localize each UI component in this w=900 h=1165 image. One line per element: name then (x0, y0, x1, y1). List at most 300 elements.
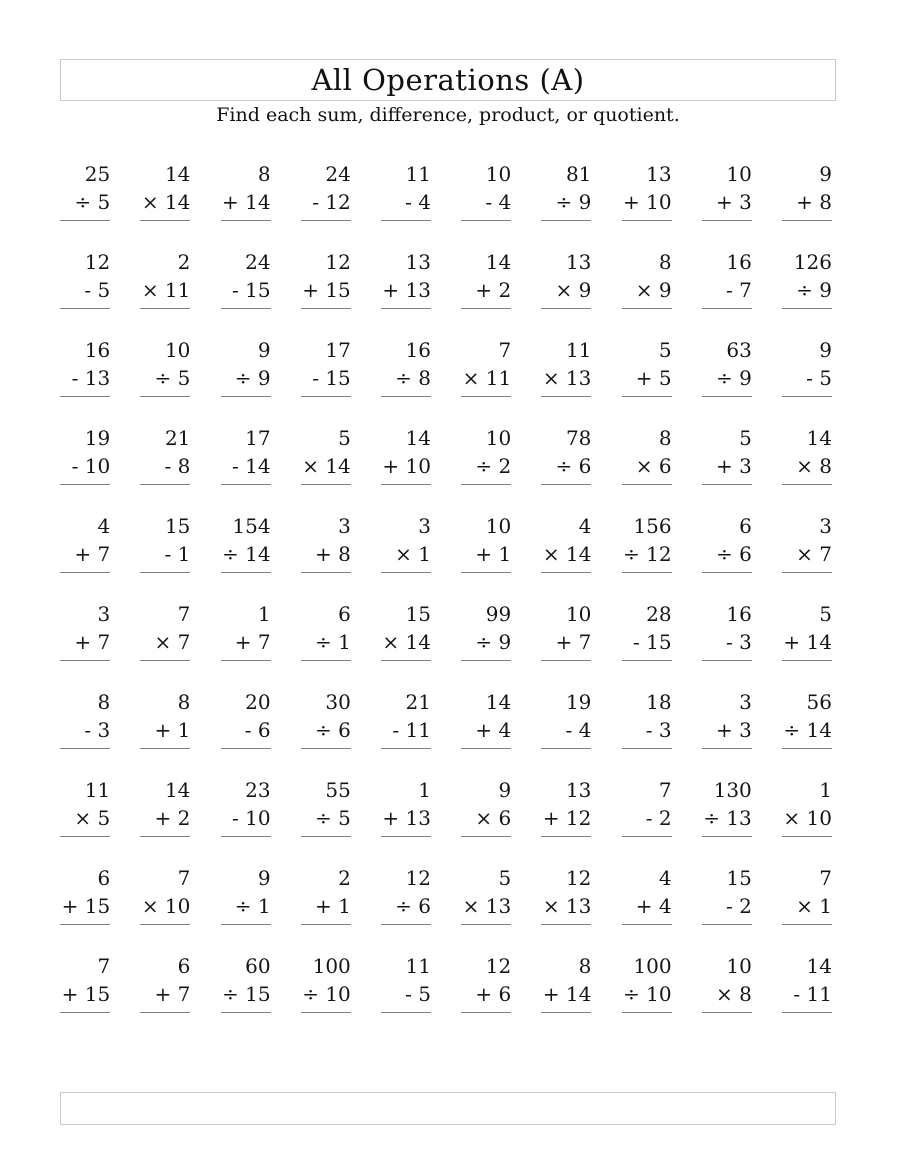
problem-operation: - 4 (565, 718, 592, 742)
problem-top-operand: 21 (164, 426, 191, 450)
problem (782, 248, 832, 309)
problem-operation: + 8 (314, 542, 351, 566)
problem-cell (190, 952, 270, 1040)
problem-top-operand: 15 (405, 602, 431, 626)
problem (622, 248, 672, 309)
problem-cell (110, 776, 190, 864)
problem-operation: - 13 (71, 366, 111, 390)
problem-cell (190, 512, 270, 600)
problem-top-operand: 126 (793, 250, 832, 274)
problem-cell (511, 952, 591, 1040)
problem (461, 512, 511, 573)
problem (461, 248, 511, 309)
problem (702, 512, 752, 573)
problem-operation: + 3 (715, 718, 752, 742)
problem-operation: + 1 (154, 718, 191, 742)
problem-operation: × 7 (154, 630, 191, 654)
problem-top-operand: 8 (177, 690, 191, 714)
problem-operation: + 13 (382, 806, 431, 830)
problem-operation: + 15 (61, 982, 111, 1006)
problem-cell (110, 600, 190, 688)
problem-cell (271, 864, 351, 952)
problem-operation: + 13 (382, 278, 431, 302)
problem-cell (431, 600, 511, 688)
problem-cell (511, 248, 591, 336)
footer-box (60, 1092, 836, 1125)
problem-operation: + 4 (475, 718, 512, 742)
problem-operation: + 2 (154, 806, 191, 830)
problem-top-operand: 9 (819, 338, 832, 362)
problem-cell (431, 336, 511, 424)
problem (221, 336, 271, 397)
problem-top-operand: 100 (312, 954, 351, 978)
problem (221, 864, 271, 925)
problem-cell (672, 424, 752, 512)
problem-operation: + 1 (475, 542, 512, 566)
problem-operation: ÷ 5 (314, 806, 351, 830)
problem-operation: - 4 (405, 190, 431, 214)
problem-operation: ÷ 13 (703, 806, 752, 830)
problem (541, 864, 591, 925)
problem (301, 864, 351, 925)
problem-top-operand: 10 (485, 426, 512, 450)
problem-operation: × 10 (783, 806, 832, 830)
problem-operation: + 3 (715, 190, 752, 214)
problem-operation: ÷ 9 (555, 190, 592, 214)
problem-cell (351, 248, 431, 336)
problem (541, 688, 591, 749)
problem-operation: - 2 (645, 806, 672, 830)
problem-cell (30, 776, 110, 864)
problem (782, 600, 832, 661)
problem-top-operand: 19 (84, 426, 111, 450)
problem-top-operand: 3 (418, 514, 431, 538)
problem-cell (190, 600, 270, 688)
problem-cell (190, 160, 270, 248)
problem-top-operand: 63 (726, 338, 752, 362)
problem-top-operand: 5 (498, 866, 512, 890)
problem-operation: + 14 (542, 982, 592, 1006)
problem-operation: ÷ 9 (475, 630, 512, 654)
problem-top-operand: 5 (819, 602, 832, 626)
problem-cell (752, 336, 832, 424)
problem (140, 776, 190, 837)
problem-operation: + 1 (314, 894, 351, 918)
problem-top-operand: 8 (257, 162, 271, 186)
problem-cell (672, 864, 752, 952)
problem-cell (110, 512, 190, 600)
problem-operation: - 10 (232, 806, 271, 830)
problem (60, 864, 110, 925)
problem-operation: - 5 (405, 982, 431, 1006)
problem-top-operand: 1 (819, 778, 832, 802)
problem-operation: + 12 (542, 806, 592, 830)
problem-cell (271, 776, 351, 864)
problem (541, 952, 591, 1013)
problem-operation: × 13 (542, 366, 592, 390)
problem-cell (672, 248, 752, 336)
problem-cell (351, 864, 431, 952)
problem-top-operand: 11 (405, 954, 431, 978)
problem (782, 952, 832, 1013)
problem-cell (752, 776, 832, 864)
problem-operation: ÷ 15 (222, 982, 271, 1006)
problem-operation: - 7 (725, 278, 752, 302)
problem-top-operand: 11 (405, 162, 431, 186)
problem-top-operand: 30 (325, 690, 351, 714)
problem-cell (511, 424, 591, 512)
problem-top-operand: 24 (325, 162, 351, 186)
problem-top-operand: 9 (257, 338, 271, 362)
problem (622, 864, 672, 925)
problem-cell (511, 776, 591, 864)
problem-cell (30, 424, 110, 512)
problem-operation: + 15 (302, 278, 351, 302)
problem-cell (351, 952, 431, 1040)
problem-top-operand: 8 (97, 690, 111, 714)
problem-cell (672, 600, 752, 688)
problem-top-operand: 12 (565, 866, 592, 890)
problem-top-operand: 7 (177, 602, 191, 626)
problem-cell (752, 952, 832, 1040)
problem-operation: × 11 (462, 366, 512, 390)
problem (301, 688, 351, 749)
problem (221, 160, 271, 221)
problem (301, 336, 351, 397)
problem-operation: + 7 (74, 542, 111, 566)
problem (541, 600, 591, 661)
problem-operation: - 12 (312, 190, 351, 214)
problem (60, 424, 110, 485)
problem-cell (271, 688, 351, 776)
problem-top-operand: 18 (646, 690, 672, 714)
problem-operation: - 11 (793, 982, 832, 1006)
problem (702, 336, 752, 397)
problem-top-operand: 2 (177, 250, 191, 274)
problem-operation: - 3 (645, 718, 672, 742)
problem (301, 424, 351, 485)
problem-cell (591, 952, 671, 1040)
problem-top-operand: 7 (177, 866, 191, 890)
problem-cell (110, 248, 190, 336)
problem (381, 776, 431, 837)
problem-operation: ÷ 9 (234, 366, 271, 390)
problem-top-operand: 10 (485, 514, 512, 538)
problem (221, 688, 271, 749)
problem-cell (672, 952, 752, 1040)
problem-top-operand: 17 (245, 426, 271, 450)
problem (782, 776, 832, 837)
problem-operation: - 15 (312, 366, 351, 390)
problem-cell (591, 600, 671, 688)
problem (140, 688, 190, 749)
problem-top-operand: 11 (565, 338, 592, 362)
worksheet-subtitle: Find each sum, difference, product, or quotient. (216, 104, 680, 126)
problem-operation: + 10 (382, 454, 431, 478)
problem (140, 424, 190, 485)
problem-top-operand: 23 (245, 778, 271, 802)
problem-top-operand: 6 (177, 954, 191, 978)
title-box (60, 59, 836, 101)
problem-top-operand: 8 (658, 426, 672, 450)
problem-cell (351, 688, 431, 776)
problem-operation: ÷ 6 (395, 894, 431, 918)
problems-grid (30, 160, 832, 1040)
problem-top-operand: 5 (739, 426, 752, 450)
problem (622, 776, 672, 837)
problem-top-operand: 21 (405, 690, 431, 714)
problem-operation: × 6 (475, 806, 512, 830)
problem-cell (672, 512, 752, 600)
problem-cell (271, 248, 351, 336)
problem-operation: - 2 (725, 894, 752, 918)
problem (301, 952, 351, 1013)
problem (140, 952, 190, 1013)
problem-cell (351, 336, 431, 424)
problem-operation: - 3 (84, 718, 111, 742)
problem-operation: + 7 (154, 982, 191, 1006)
problem (702, 248, 752, 309)
problem-top-operand: 24 (245, 250, 271, 274)
problem-cell (511, 336, 591, 424)
problem-top-operand: 19 (565, 690, 592, 714)
problem (622, 512, 672, 573)
problem-cell (271, 424, 351, 512)
problem (461, 336, 511, 397)
problem (541, 424, 591, 485)
problem (622, 952, 672, 1013)
problem (221, 424, 271, 485)
problem (702, 952, 752, 1013)
problem-top-operand: 7 (97, 954, 111, 978)
problem-operation: × 14 (382, 630, 431, 654)
problem-cell (351, 776, 431, 864)
problem-cell (511, 600, 591, 688)
problem-top-operand: 16 (726, 602, 752, 626)
problem-operation: + 7 (234, 630, 271, 654)
problem (702, 424, 752, 485)
problem-top-operand: 28 (646, 602, 672, 626)
problem-cell (110, 160, 190, 248)
problem (541, 248, 591, 309)
problem-top-operand: 3 (819, 514, 832, 538)
problem-cell (511, 688, 591, 776)
problem-cell (190, 336, 270, 424)
problem-operation: ÷ 9 (715, 366, 752, 390)
problem (221, 952, 271, 1013)
problem-top-operand: 99 (485, 602, 512, 626)
problem-cell (672, 336, 752, 424)
problem-top-operand: 14 (485, 250, 512, 274)
problem-cell (511, 512, 591, 600)
problem (60, 952, 110, 1013)
problem (301, 512, 351, 573)
problem-top-operand: 14 (164, 162, 191, 186)
problem (541, 776, 591, 837)
problem-operation: + 14 (783, 630, 832, 654)
problem-cell (672, 160, 752, 248)
problem-cell (271, 512, 351, 600)
problem-cell (190, 424, 270, 512)
problem (221, 776, 271, 837)
problem-operation: × 13 (542, 894, 592, 918)
problem-operation: ÷ 14 (783, 718, 832, 742)
problem (702, 776, 752, 837)
problem-top-operand: 12 (84, 250, 111, 274)
problem-cell (351, 600, 431, 688)
problem-operation: + 5 (635, 366, 672, 390)
problem-operation: × 9 (635, 278, 672, 302)
problem-top-operand: 8 (578, 954, 592, 978)
problem-operation: × 6 (635, 454, 672, 478)
problem (782, 160, 832, 221)
problem-cell (672, 688, 752, 776)
problem-top-operand: 81 (565, 162, 592, 186)
problem (702, 160, 752, 221)
problem (381, 688, 431, 749)
problem-operation: ÷ 5 (74, 190, 111, 214)
problem-cell (190, 688, 270, 776)
problem-cell (431, 952, 511, 1040)
problem-cell (30, 160, 110, 248)
problem-cell (511, 160, 591, 248)
problem (60, 512, 110, 573)
problem-top-operand: 14 (806, 426, 832, 450)
problem-operation: + 14 (222, 190, 271, 214)
problem-operation: - 3 (725, 630, 752, 654)
problem-operation: - 8 (164, 454, 191, 478)
problem (702, 688, 752, 749)
problem (782, 336, 832, 397)
problem-top-operand: 14 (405, 426, 431, 450)
problem (221, 248, 271, 309)
problem-cell (431, 776, 511, 864)
problem-cell (190, 248, 270, 336)
problem (782, 424, 832, 485)
problem-top-operand: 14 (485, 690, 512, 714)
problem-top-operand: 1 (257, 602, 271, 626)
problem-operation: ÷ 5 (154, 366, 191, 390)
problem (622, 688, 672, 749)
problem-cell (752, 248, 832, 336)
problem-operation: + 2 (475, 278, 512, 302)
problem (140, 512, 190, 573)
problem-operation: + 3 (715, 454, 752, 478)
problem-top-operand: 16 (405, 338, 431, 362)
problem-top-operand: 1 (418, 778, 431, 802)
problem (221, 600, 271, 661)
problem (381, 512, 431, 573)
problem-operation: ÷ 10 (623, 982, 672, 1006)
problem (60, 160, 110, 221)
problem-top-operand: 11 (84, 778, 111, 802)
problem-cell (591, 512, 671, 600)
problem-top-operand: 16 (84, 338, 111, 362)
problem-operation: - 11 (392, 718, 431, 742)
problem-top-operand: 100 (633, 954, 672, 978)
problem-top-operand: 130 (713, 778, 752, 802)
problem-operation: × 8 (715, 982, 752, 1006)
problem-top-operand: 8 (658, 250, 672, 274)
problem (60, 776, 110, 837)
problem-top-operand: 7 (819, 866, 832, 890)
problem-cell (30, 336, 110, 424)
problem (461, 864, 511, 925)
problem-top-operand: 13 (565, 778, 592, 802)
worksheet-title: All Operations (A) (311, 63, 585, 97)
problem-top-operand: 6 (739, 514, 752, 538)
problem-operation: × 10 (141, 894, 191, 918)
problem-operation: - 15 (633, 630, 672, 654)
problem-top-operand: 13 (646, 162, 672, 186)
problem-operation: ÷ 10 (302, 982, 351, 1006)
problem-operation: ÷ 8 (395, 366, 431, 390)
problem (140, 336, 190, 397)
problem-cell (30, 512, 110, 600)
problem-top-operand: 7 (658, 778, 672, 802)
problem-top-operand: 9 (257, 866, 271, 890)
problem-cell (431, 424, 511, 512)
problem (461, 424, 511, 485)
problem (381, 336, 431, 397)
problem-operation: + 10 (623, 190, 672, 214)
problem-operation: - 1 (164, 542, 191, 566)
problem-operation: - 6 (244, 718, 271, 742)
problem (541, 336, 591, 397)
problem-top-operand: 10 (164, 338, 191, 362)
problem-top-operand: 6 (97, 866, 111, 890)
problem (461, 776, 511, 837)
problem (140, 864, 190, 925)
problem-cell (752, 864, 832, 952)
problem-cell (351, 512, 431, 600)
problem (60, 688, 110, 749)
problem-top-operand: 4 (658, 866, 672, 890)
problem-operation: × 5 (74, 806, 111, 830)
problem-cell (752, 512, 832, 600)
problem (461, 952, 511, 1013)
problem-operation: ÷ 1 (314, 630, 351, 654)
problem-cell (190, 776, 270, 864)
problem (221, 512, 271, 573)
problem (782, 688, 832, 749)
problem-operation: - 10 (71, 454, 111, 478)
problem-top-operand: 25 (84, 162, 111, 186)
problem (461, 160, 511, 221)
problem (782, 864, 832, 925)
problem-cell (110, 688, 190, 776)
problem (381, 952, 431, 1013)
problem-operation: × 1 (395, 542, 431, 566)
problem-cell (110, 336, 190, 424)
problem (541, 160, 591, 221)
problem-operation: ÷ 1 (234, 894, 271, 918)
problem (381, 864, 431, 925)
problem-cell (30, 952, 110, 1040)
problem-cell (752, 688, 832, 776)
problem-cell (752, 160, 832, 248)
problem-top-operand: 15 (726, 866, 752, 890)
problem-cell (591, 424, 671, 512)
problem (381, 160, 431, 221)
problem-top-operand: 5 (338, 426, 351, 450)
problem-cell (271, 600, 351, 688)
problem-operation: × 14 (302, 454, 351, 478)
problem-cell (30, 248, 110, 336)
problem-operation: × 9 (555, 278, 592, 302)
problem-operation: - 5 (806, 366, 832, 390)
problem-operation: ÷ 9 (796, 278, 832, 302)
